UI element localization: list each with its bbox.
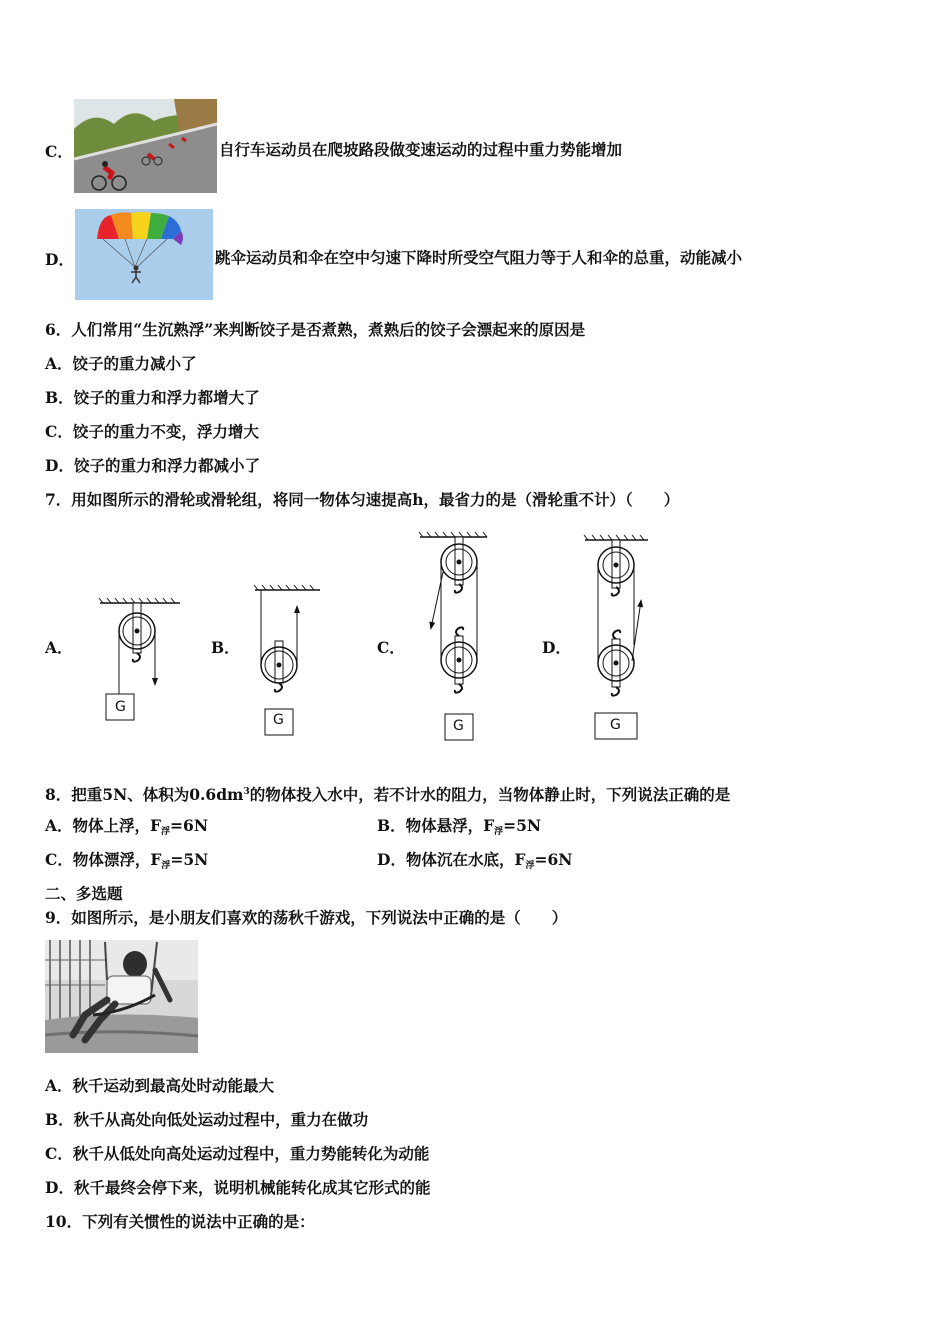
q6-option-c: C．饺子的重力不变，浮力增大 [45,422,259,441]
option-label-c: C． [45,142,73,161]
q8-option-c-subscript: 浮 [161,861,171,871]
q8-option-a [45,816,208,842]
q8-option-a-subscript: 浮 [161,827,171,837]
q6-option-b: B．饺子的重力和浮力都增大了 [45,388,260,407]
q7-label-b: B． [211,638,240,657]
q8-option-a-value: =6N [170,816,208,835]
q8-option-c-value: =5N [170,850,209,869]
q8-option-c-text: C．物体漂浮，F [45,850,162,869]
q9-option-d: D．秋千最终会停下来，说明机械能转化成其它形式的能 [45,1178,431,1197]
section-heading: 二、多选题 [45,884,123,903]
option-c-text: 自行车运动员在爬坡路段做变速运动的过程中重力势能增加 [219,140,623,159]
q9-option-c: C．秋千从低处向高处运动过程中，重力势能转化为动能 [45,1144,430,1163]
pulley-diagram-a [95,598,185,728]
weight-label-a: G [115,699,126,715]
option-d-text: 跳伞运动员和伞在空中匀速下降时所受空气阻力等于人和伞的总重，动能减小 [215,248,743,267]
q8-stem-superscript: 3 [243,787,250,797]
q8-stem-part-1: 8．把重5N、体积为0.6dm [45,785,244,804]
swing-photo [45,940,198,1053]
q8-option-d-subscript: 浮 [525,861,535,871]
q8-option-b-text: B．物体悬浮，F [377,816,495,835]
question-6-stem: 6．人们常用“生沉熟浮”来判断饺子是否煮熟，煮熟后的饺子会漂起来的原因是 [45,320,586,339]
q8-option-b-subscript: 浮 [494,827,504,837]
q8-option-d [377,850,572,876]
pulley-diagram-b [245,585,335,745]
q9-option-b: B．秋千从高处向低处运动过程中，重力在做功 [45,1110,369,1129]
q7-label-d: D． [542,638,571,657]
q7-label-a: A． [45,638,73,657]
cyclist-photo [74,99,217,193]
option-label-d: D． [45,250,74,269]
q8-option-c [45,850,208,876]
pulley-diagram-d [580,535,670,745]
pulley-diagram-c [415,532,505,747]
parachute-photo [75,209,213,300]
q6-option-a: A．饺子的重力减小了 [45,354,197,373]
q8-stem-part-2: 的物体投入水中，若不计水的阻力，当物体静止时，下列说法正确的是 [249,785,731,804]
weight-label-b: G [273,712,284,728]
q8-option-b [377,816,541,842]
q8-option-d-text: D．物体沉在水底，F [377,850,526,869]
q8-option-d-value: =6N [534,850,573,869]
q8-option-a-text: A．物体上浮，F [45,816,162,835]
q6-option-d: D．饺子的重力和浮力都减小了 [45,456,260,475]
question-10-stem: 10．下列有关惯性的说法中正确的是： [45,1212,315,1231]
q8-option-b-value: =5N [503,816,542,835]
question-7-stem: 7．用如图所示的滑轮或滑轮组，将同一物体匀速提高h，最省力的是（滑轮重不计）（ ） [45,490,680,509]
q9-option-a: A．秋千运动到最高处时动能最大 [45,1076,275,1095]
weight-label-d: G [610,717,621,733]
weight-label-c: G [453,718,464,734]
question-9-stem: 9．如图所示，是小朋友们喜欢的荡秋千游戏，下列说法中正确的是（ ） [45,908,568,927]
question-8-stem [45,782,730,805]
q7-label-c: C． [377,638,405,657]
